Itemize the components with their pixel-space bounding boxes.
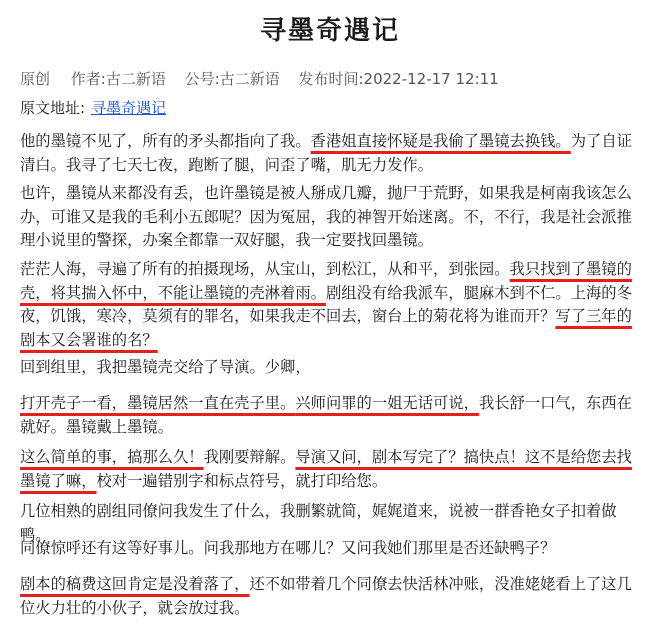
highlighted-text: 写了三年的剧本又会署谁的名？	[20, 307, 632, 349]
paragraph-2	[20, 182, 640, 253]
publish-time: 发布时间:2022-12-17 12:11	[298, 70, 499, 88]
source-line	[20, 97, 166, 118]
paragraph-text: 回到组里，我把墨镜壳交给了导演。少卿，	[20, 358, 311, 376]
paragraph-text: 我长舒一口气，东西在就好。墨镜戴上墨镜。	[20, 394, 632, 436]
highlighted-text: 打开壳子一看，墨镜居然一直在壳子里。	[20, 394, 296, 412]
author-label: 作者:古二新语	[70, 70, 166, 88]
paragraph-text: 也许，墨镜从来都没有丢，也许墨镜是被人掰成几瓣，抛尸于荒野，如果我是柯南我该怎么办，可谁又是我的毛利小五郎呢？因为冤屈，我的神智开始迷离。不，不行，我是社会派推理小说里的警探，办案全都靠一双好腿，我一定要找回墨镜。	[20, 184, 632, 249]
highlighted-text: 我只找到了墨镜的壳，将其揣入怀中，不能让墨镜的壳淋着雨。	[20, 260, 632, 302]
paragraph-text: 茫茫人海，寻遍了所有的拍摄现场，从宝山，到松江，从和平，到张园。	[20, 260, 510, 278]
paragraph-text: 为了自证清白。我寻了七天七夜，跑断了腿，问歪了嘴，肌无力发作。	[20, 132, 632, 174]
paragraph-6	[20, 446, 640, 493]
paragraph-text: 剧组没有给我派车，腿麻木到不仁。上海的冬夜，饥饿，寒冷，莫须有的罪名，如果我走不回去，窗台上的菊花将为谁而开？	[20, 283, 632, 325]
paragraph-4	[20, 356, 640, 380]
highlighted-text: 香港姐直接怀疑是我偷了墨镜去换钱。	[310, 132, 571, 150]
paragraph-text: 同僚惊呼还有这等好事儿。问我那地方在哪儿？又问我她们那里是否还缺鸭子？	[20, 539, 556, 557]
paragraph-5	[20, 392, 640, 439]
paragraph-text: 几位相熟的剧组同僚问我发生了什么，我删繁就简，娓娓道来，说被一群香艳女子扣着做鸭。	[20, 502, 617, 544]
account-label: 公号:古二新语	[184, 70, 280, 88]
paragraph-text: 还不如带着几个同僚去快活林冲账，没准姥姥看上了这几位火力壮的小伙子，就会放过我。	[20, 575, 632, 617]
paragraph-text: 他的墨镜不见了，所有的矛头都指向了我。	[20, 132, 311, 150]
highlighted-text: 兴师问罪的一姐无话可说，	[295, 394, 479, 412]
paragraph-9	[20, 573, 640, 620]
article-meta	[20, 68, 513, 89]
source-label: 原文地址:	[20, 99, 86, 117]
paragraph-3	[20, 258, 640, 352]
paragraph-8	[20, 537, 640, 561]
paragraph-1	[20, 130, 640, 177]
highlighted-text: 剧本的稿费这回肯定是没着落了，	[20, 575, 250, 593]
paragraph-text: 我刚要辩解。	[203, 448, 296, 466]
highlighted-text: 这么简单的事，搞那么久！	[20, 448, 204, 466]
source-link[interactable]: 寻墨奇遇记	[91, 99, 167, 117]
original-label: 原创	[20, 70, 51, 88]
article-title: 寻墨奇遇记	[259, 16, 400, 46]
highlighted-text: 导演又问，剧本写完了？搞快点！这不是给您去找墨镜了嘛，	[20, 448, 632, 490]
paragraph-text: 校对一遍错别字和标点符号，就打印给您。	[96, 471, 388, 490]
